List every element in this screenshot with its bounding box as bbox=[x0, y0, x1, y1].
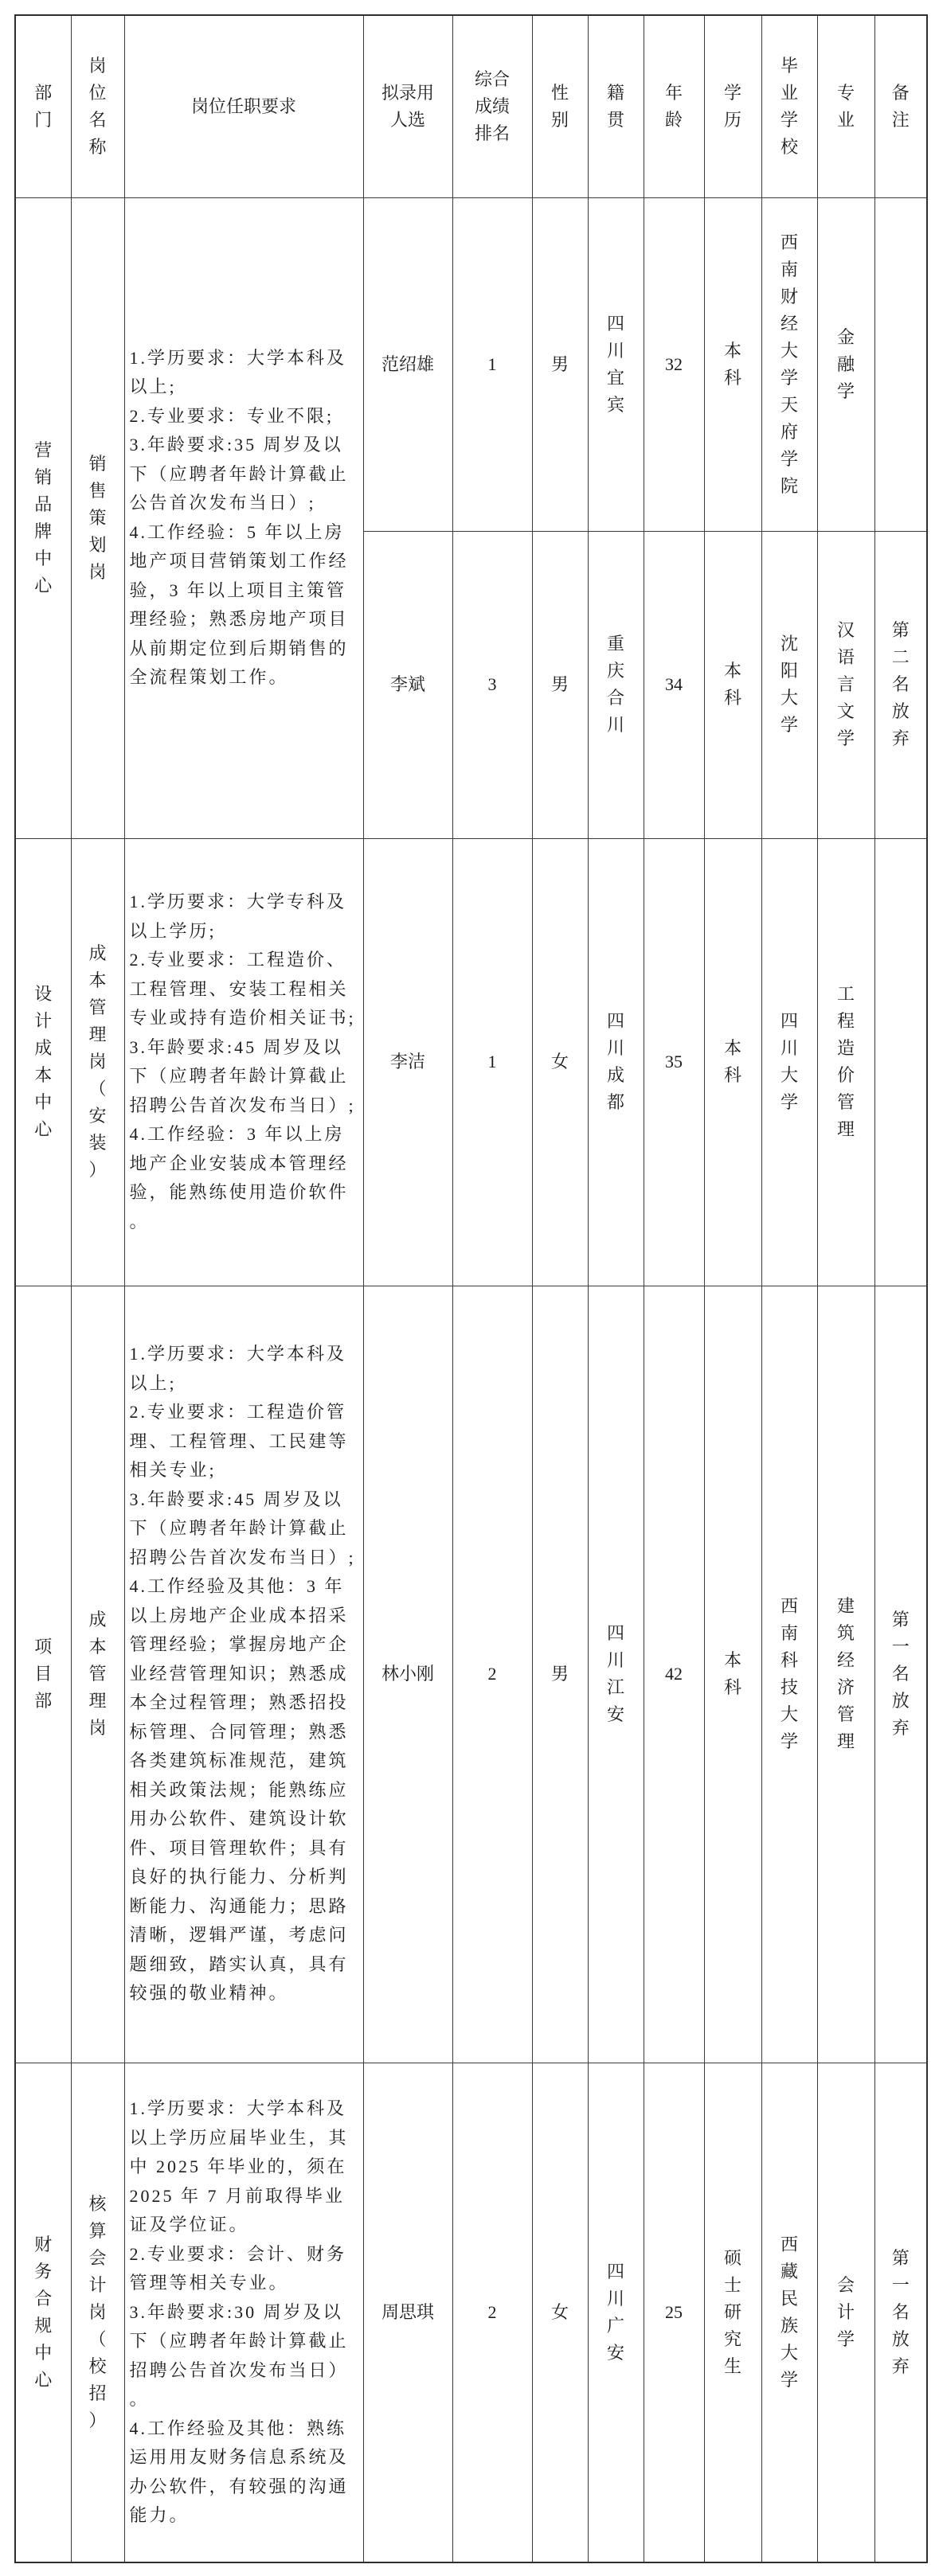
requirement-item: 3.年龄要求:45 周岁及以下（应聘者年龄计算截止招聘公告首次发布当日）; bbox=[129, 1036, 356, 1115]
cell-age bbox=[644, 197, 704, 531]
major-text: 汉语言文学 bbox=[836, 620, 855, 748]
cell-department bbox=[15, 197, 71, 838]
requirement-item: 4.工作经验：3 年以上房地产企业安装成本管理经验，能熟练使用造价软件。 bbox=[129, 1124, 349, 1231]
requirement-item: 3.年龄要求:30 周岁及以下（应聘者年龄计算截止招聘公告首次发布当日）。 bbox=[129, 2301, 349, 2409]
col-header-requirements bbox=[124, 15, 363, 197]
requirement-item: 2.专业要求：专业不限; bbox=[129, 405, 335, 426]
cell-requirements bbox=[124, 2063, 363, 2562]
cell-requirements bbox=[124, 1286, 363, 2063]
cell-position bbox=[71, 197, 124, 838]
col-header-department-label: 部门 bbox=[34, 82, 53, 130]
cell-major bbox=[817, 838, 874, 1286]
school-text: 沈阳大学 bbox=[780, 634, 798, 735]
col-header-age bbox=[644, 15, 704, 197]
col-header-remark bbox=[874, 15, 927, 197]
col-header-rank bbox=[452, 15, 532, 197]
cell-education bbox=[704, 531, 761, 838]
education-text: 本科 bbox=[723, 1038, 741, 1085]
requirement-item: 2.专业要求：会计、财务管理等相关专业。 bbox=[129, 2243, 347, 2293]
position-text: 销售策划岗 bbox=[88, 453, 107, 582]
header-row bbox=[15, 15, 927, 197]
cell-age bbox=[644, 1286, 704, 2063]
cell-remark bbox=[874, 531, 927, 838]
col-header-remark-label: 备注 bbox=[891, 82, 910, 130]
col-header-hometown bbox=[588, 15, 644, 197]
cell-major bbox=[817, 531, 874, 838]
school-text: 西藏民族大学 bbox=[780, 2234, 798, 2390]
cell-department bbox=[15, 1286, 71, 2063]
candidate-name-text: 林小刚 bbox=[381, 1664, 434, 1684]
cell-major bbox=[817, 1286, 874, 2063]
cell-requirements bbox=[124, 197, 363, 838]
cell-candidate-name bbox=[363, 2063, 452, 2562]
gender-text: 男 bbox=[550, 674, 569, 694]
major-text: 建筑经济管理 bbox=[836, 1596, 855, 1751]
col-header-major-label: 专业 bbox=[836, 82, 855, 130]
gender-text: 女 bbox=[550, 2301, 569, 2322]
cell-remark bbox=[874, 1286, 927, 2063]
candidate-row bbox=[15, 1286, 927, 2063]
rank-text: 2 bbox=[487, 2301, 497, 2322]
cell-position bbox=[71, 2063, 124, 2562]
school-text: 西南财经大学天府学院 bbox=[780, 232, 798, 496]
col-header-gender-label: 性别 bbox=[550, 82, 569, 130]
gender-text: 男 bbox=[550, 353, 569, 374]
cell-candidate-name bbox=[363, 197, 452, 531]
cell-gender bbox=[532, 838, 588, 1286]
candidate-row bbox=[15, 197, 927, 531]
cell-gender bbox=[532, 1286, 588, 2063]
remark-text: 第一名放弃 bbox=[891, 2247, 910, 2376]
cell-school bbox=[761, 1286, 817, 2063]
cell-gender bbox=[532, 197, 588, 531]
education-text: 本科 bbox=[723, 661, 741, 708]
department-text: 营销品牌中心 bbox=[34, 439, 53, 595]
requirement-item: 2.专业要求：工程造价管理、工程管理、工民建等相关专业; bbox=[129, 1402, 349, 1481]
school-text: 西南科技大学 bbox=[780, 1596, 798, 1751]
requirement-item: 1.学历要求：大学本科及以上学历应届毕业生，其中 2025 年毕业的，须在 2025 年 7 月前取得毕业证及学位证。 bbox=[129, 2098, 349, 2234]
recruitment-table bbox=[14, 14, 928, 2563]
school-text: 四川大学 bbox=[780, 1011, 798, 1112]
gender-text: 男 bbox=[550, 1664, 569, 1684]
requirement-item: 4.工作经验及其他：熟练运用用友财务信息系统及办公软件，有较强的沟通能力。 bbox=[129, 2418, 349, 2525]
cell-remark bbox=[874, 197, 927, 531]
major-text: 工程造价管理 bbox=[836, 984, 855, 1139]
hometown-text: 四川宜宾 bbox=[606, 313, 624, 415]
cell-hometown bbox=[588, 2063, 644, 2562]
cell-remark bbox=[874, 2063, 927, 2562]
age-text: 25 bbox=[665, 2301, 683, 2322]
col-header-requirements-label: 岗位任职要求 bbox=[190, 96, 296, 116]
cell-school bbox=[761, 197, 817, 531]
col-header-position bbox=[71, 15, 124, 197]
cell-age bbox=[644, 531, 704, 838]
hometown-text: 四川成都 bbox=[606, 1011, 624, 1112]
candidate-name-text: 范绍雄 bbox=[381, 353, 434, 374]
department-text: 设计成本中心 bbox=[34, 984, 53, 1139]
cell-school bbox=[761, 531, 817, 838]
major-text: 金融学 bbox=[836, 326, 855, 401]
requirement-item: 1.学历要求：大学本科及以上; bbox=[129, 347, 347, 396]
cell-gender bbox=[532, 531, 588, 838]
candidate-name-text: 李洁 bbox=[389, 1052, 425, 1071]
col-header-candidate-label: 拟录用人选 bbox=[381, 82, 434, 130]
col-header-school-label: 毕业学校 bbox=[780, 55, 798, 157]
education-text: 本科 bbox=[723, 1650, 741, 1697]
cell-position bbox=[71, 838, 124, 1286]
cell-rank bbox=[452, 531, 532, 838]
col-header-major bbox=[817, 15, 874, 197]
requirement-item: 1.学历要求：大学本科及以上; bbox=[129, 1344, 347, 1393]
cell-education bbox=[704, 1286, 761, 2063]
col-header-department bbox=[15, 15, 71, 197]
cell-hometown bbox=[588, 531, 644, 838]
position-text: 成本管理岗 bbox=[88, 1610, 107, 1738]
candidate-name-text: 周思琪 bbox=[381, 2301, 434, 2322]
requirement-item: 3.年龄要求:35 周岁及以下（应聘者年龄计算截止公告首次发布当日）; bbox=[129, 435, 349, 513]
age-text: 32 bbox=[665, 353, 683, 374]
cell-age bbox=[644, 2063, 704, 2562]
hometown-text: 四川广安 bbox=[606, 2261, 624, 2363]
col-header-position-label: 岗位名称 bbox=[88, 55, 107, 157]
age-text: 34 bbox=[665, 674, 683, 694]
cell-age bbox=[644, 838, 704, 1286]
rank-text: 2 bbox=[487, 1664, 497, 1684]
hometown-text: 四川江安 bbox=[606, 1623, 624, 1724]
cell-rank bbox=[452, 1286, 532, 2063]
department-text: 项目部 bbox=[34, 1637, 53, 1711]
education-text: 本科 bbox=[723, 340, 741, 388]
cell-department bbox=[15, 838, 71, 1286]
cell-candidate-name bbox=[363, 838, 452, 1286]
cell-hometown bbox=[588, 838, 644, 1286]
col-header-education-label: 学历 bbox=[723, 82, 741, 130]
cell-rank bbox=[452, 2063, 532, 2562]
age-text: 35 bbox=[665, 1052, 683, 1071]
cell-education bbox=[704, 197, 761, 531]
requirement-item: 3.年龄要求:45 周岁及以下（应聘者年龄计算截止招聘公告首次发布当日）; bbox=[129, 1489, 356, 1567]
cell-school bbox=[761, 2063, 817, 2562]
candidate-row bbox=[15, 838, 927, 1286]
col-header-age-label: 年龄 bbox=[664, 82, 683, 130]
remark-text: 第二名放弃 bbox=[891, 620, 910, 748]
cell-major bbox=[817, 2063, 874, 2562]
remark-text: 第一名放弃 bbox=[891, 1610, 910, 1738]
position-text: 成本管理岗（安装） bbox=[88, 943, 107, 1180]
cell-rank bbox=[452, 197, 532, 531]
col-header-candidate bbox=[363, 15, 452, 197]
requirement-item: 4.工作经验及其他：3 年以上房地产企业成本招采管理经验；掌握房地产企业经营管理知识；熟悉成本全过程管理；熟悉招投标管理、合同管理；熟悉各类建筑标准规范，建筑相关政策法规；能熟练应用办公软件、建筑设计软件、项目管理软件；具有良好的执行能力、分析判断能力、沟通能力；思路清晰，逻辑严谨，考虑问题细致，踏实认真，具有较强的敬业精神。 bbox=[129, 1576, 349, 2004]
cell-major bbox=[817, 197, 874, 531]
col-header-gender bbox=[532, 15, 588, 197]
col-header-school bbox=[761, 15, 817, 197]
department-text: 财务合规中心 bbox=[34, 2234, 53, 2390]
cell-education bbox=[704, 2063, 761, 2562]
cell-hometown bbox=[588, 1286, 644, 2063]
gender-text: 女 bbox=[550, 1052, 569, 1071]
cell-education bbox=[704, 838, 761, 1286]
cell-requirements bbox=[124, 838, 363, 1286]
rank-text: 3 bbox=[487, 674, 497, 694]
education-text: 硕士研究生 bbox=[723, 2247, 741, 2376]
cell-candidate-name bbox=[363, 531, 452, 838]
col-header-rank-label: 综合成绩排名 bbox=[474, 68, 510, 143]
candidate-name-text: 李斌 bbox=[389, 674, 425, 694]
position-text: 核算会计岗（校招） bbox=[88, 2193, 107, 2430]
cell-candidate-name bbox=[363, 1286, 452, 2063]
requirement-item: 1.学历要求：大学专科及以上学历; bbox=[129, 892, 347, 941]
col-header-education bbox=[704, 15, 761, 197]
cell-school bbox=[761, 838, 817, 1286]
rank-text: 1 bbox=[487, 353, 497, 374]
major-text: 会计学 bbox=[836, 2274, 855, 2349]
requirement-item: 4.工作经验：5 年以上房地产项目营销策划工作经验，3 年以上项目主策管理经验；熟悉房地产项目从前期定位到后期销售的全流程策划工作。 bbox=[129, 521, 349, 687]
cell-position bbox=[71, 1286, 124, 2063]
cell-department bbox=[15, 2063, 71, 2562]
candidate-row bbox=[15, 2063, 927, 2562]
age-text: 42 bbox=[665, 1664, 683, 1684]
cell-hometown bbox=[588, 197, 644, 531]
requirement-item: 2.专业要求：工程造价、工程管理、安装工程相关专业或持有造价相关证书; bbox=[129, 950, 356, 1028]
rank-text: 1 bbox=[487, 1052, 497, 1071]
col-header-hometown-label: 籍贯 bbox=[606, 82, 624, 130]
cell-rank bbox=[452, 838, 532, 1286]
cell-gender bbox=[532, 2063, 588, 2562]
hometown-text: 重庆合川 bbox=[606, 634, 624, 735]
cell-remark bbox=[874, 838, 927, 1286]
